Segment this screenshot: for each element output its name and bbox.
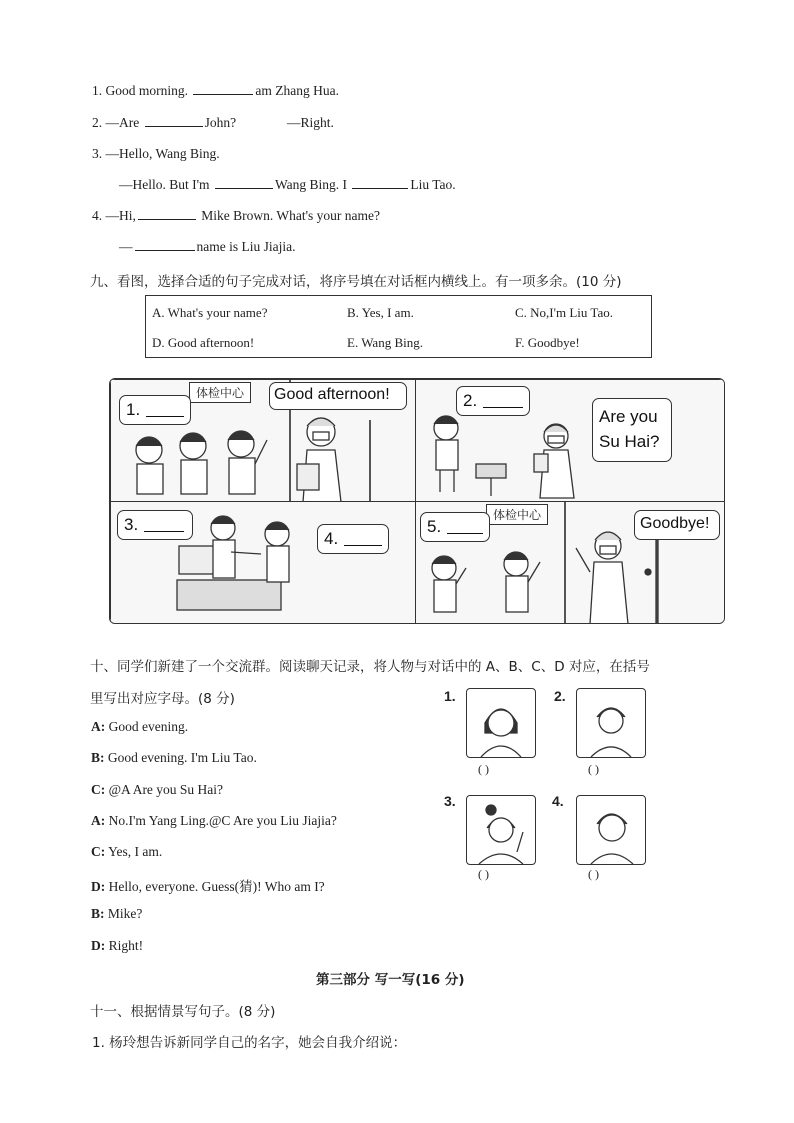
comic-strip	[109, 378, 725, 624]
chat-line-4	[91, 813, 337, 829]
answer-blank[interactable]	[138, 218, 196, 220]
answer-blank[interactable]	[447, 533, 483, 534]
option-f: F. Goodbye!	[515, 335, 580, 350]
chat-line-1	[91, 719, 188, 735]
q8-4-suffix2: name is Liu Jiajia.	[196, 239, 296, 254]
speech-bubble-2	[456, 386, 530, 416]
option-b: B. Yes, I am.	[347, 305, 414, 320]
answer-blank[interactable]	[344, 545, 382, 546]
q8-4-prefix: 4. —Hi,	[92, 208, 136, 223]
chat-text: Good evening. I'm Liu Tao.	[107, 750, 257, 765]
chat-text: @A Are you Su Hai?	[108, 782, 224, 797]
section11-title: 十一、根据情景写句子。(8 分)	[90, 1004, 276, 1020]
bubble-text: Goodbye!	[640, 515, 710, 532]
chat-text: Yes, I am.	[108, 844, 163, 859]
part3-title: 第三部分 写一写(16 分)	[316, 972, 465, 988]
chat-speaker: D:	[91, 938, 106, 953]
chat-speaker: D:	[91, 879, 106, 894]
q8-2-prefix: 2. —Are	[92, 115, 140, 130]
bubble-line-1: Are you	[599, 407, 658, 426]
bubble-1-number: 1.	[126, 400, 141, 419]
q8-4-line1	[92, 208, 380, 224]
chat-line-2	[91, 750, 257, 766]
answer-paren-3[interactable]: ( )	[478, 867, 489, 881]
picture-number-2: 2.	[554, 688, 566, 704]
chat-speaker: C:	[91, 782, 106, 797]
chat-text: No.I'm Yang Ling.@C Are you Liu Jiajia?	[108, 813, 337, 828]
bubble-3-number: 3.	[124, 515, 139, 534]
option-e: E. Wang Bing.	[347, 335, 423, 350]
chat-speaker: A:	[91, 719, 106, 734]
q8-3-line1: 3. —Hello, Wang Bing.	[92, 146, 220, 161]
chat-speaker: B:	[91, 750, 105, 765]
bubble-line-2: Su Hai?	[599, 432, 660, 451]
checkup-center-sign: 体检中心	[189, 382, 251, 403]
option-c: C. No,I'm Liu Tao.	[515, 305, 613, 320]
answer-blank[interactable]	[146, 416, 184, 417]
bubble-2-number: 2.	[463, 391, 478, 410]
section10-title-line1: 十、同学们新建了一个交流群。阅读聊天记录，将人物与对话中的 A、B、C、D 对应，在括号	[90, 659, 650, 675]
q8-3-middle: Wang Bing. I	[274, 177, 347, 192]
comic-panel-2	[415, 379, 725, 503]
q8-4-suffix: Mike Brown. What's your name?	[201, 208, 381, 223]
q8-3-line2	[119, 177, 456, 193]
answer-paren-2[interactable]: ( )	[588, 762, 599, 776]
chat-speaker: C:	[91, 844, 106, 859]
speech-bubble-3	[117, 510, 193, 540]
q8-3-suffix: Liu Tao.	[410, 177, 456, 192]
q8-1	[92, 83, 339, 99]
bubble-5-number: 5.	[427, 517, 442, 536]
section11-q1: 1. 杨玲想告诉新同学自己的名字，她会自我介绍说：	[92, 1035, 407, 1051]
chat-speaker: B:	[91, 906, 105, 921]
answer-blank[interactable]	[144, 531, 184, 532]
boy-portrait-icon	[577, 689, 645, 757]
options-box	[145, 295, 652, 358]
answer-blank[interactable]	[145, 125, 203, 127]
chat-text: Hello, everyone. Guess(猜)! Who am I?	[108, 879, 325, 894]
answer-blank[interactable]	[215, 187, 273, 189]
speech-bubble-goodbye	[634, 510, 720, 540]
portrait-3	[466, 795, 536, 865]
q8-4-dash: —	[119, 239, 133, 254]
section9-title: 九、看图，选择合适的句子完成对话，将序号填在对话框内横线上。有一项多余。(10 分)	[90, 274, 622, 290]
q8-4-line2	[119, 239, 295, 255]
picture-number-1: 1.	[444, 688, 456, 704]
girl-portrait-icon	[467, 689, 535, 757]
chat-line-8	[91, 938, 143, 954]
speech-bubble-4	[317, 524, 389, 554]
q8-3-prefix: —Hello. But I'm	[119, 177, 210, 192]
portrait-1	[466, 688, 536, 758]
q8-2-suffix: John?	[204, 115, 237, 130]
picture-number-3: 3.	[444, 793, 456, 809]
checkup-center-sign-2: 体检中心	[486, 504, 548, 525]
bubble-4-number: 4.	[324, 529, 339, 548]
option-a: A. What's your name?	[152, 305, 268, 320]
portrait-4	[576, 795, 646, 865]
girl-waving-portrait-icon	[467, 796, 535, 864]
q8-2-answer: —Right.	[287, 115, 334, 130]
section10-title-line2: 里写出对应字母。(8 分)	[90, 691, 235, 707]
chat-line-5	[91, 844, 162, 860]
comic-panel-1	[110, 379, 417, 503]
option-d: D. Good afternoon!	[152, 335, 255, 350]
comic-panel-5	[415, 501, 725, 624]
answer-blank[interactable]	[352, 187, 408, 189]
chat-line-3	[91, 782, 223, 798]
q8-1-prefix: 1. Good morning.	[92, 83, 188, 98]
speech-bubble-5	[420, 512, 490, 542]
answer-blank[interactable]	[483, 407, 523, 408]
chat-text: Mike?	[107, 906, 143, 921]
bubble-text: Good afternoon!	[274, 386, 390, 403]
q8-2	[92, 115, 236, 131]
q8-1-suffix: am Zhang Hua.	[255, 83, 339, 98]
picture-number-4: 4.	[552, 793, 564, 809]
speech-bubble-1	[119, 395, 191, 425]
portrait-2	[576, 688, 646, 758]
chat-line-7	[91, 906, 142, 922]
boy-smiling-portrait-icon	[577, 796, 645, 864]
chat-text: Good evening.	[108, 719, 189, 734]
speech-bubble-are-you	[592, 398, 672, 462]
answer-paren-1[interactable]: ( )	[478, 762, 489, 776]
chat-text: Right!	[108, 938, 144, 953]
comic-panel-3	[110, 501, 417, 624]
answer-blank[interactable]	[193, 93, 253, 95]
chat-line-6	[91, 875, 325, 895]
answer-paren-4[interactable]: ( )	[588, 867, 599, 881]
answer-blank[interactable]	[135, 249, 195, 251]
speech-bubble-good-afternoon	[269, 382, 407, 410]
chat-speaker: A:	[91, 813, 106, 828]
